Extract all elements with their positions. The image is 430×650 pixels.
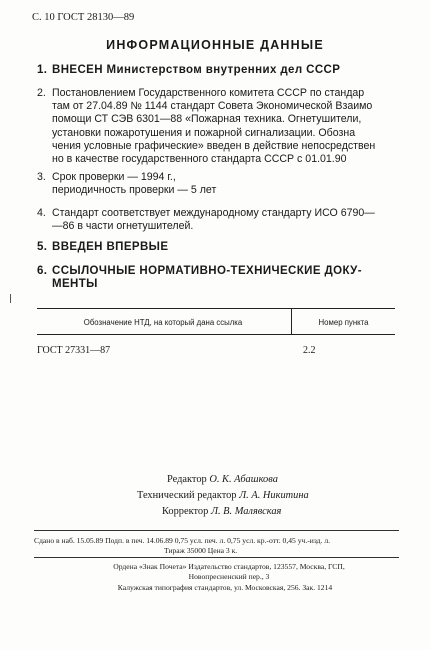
imprint-bottom-rule [34,557,399,558]
item-heading-word: ДОКУ- [324,265,362,277]
item-number: 4. [37,207,46,219]
info-item-1 [37,64,387,77]
credit-editor [167,474,278,485]
table-top-rule [37,308,395,309]
credit-name: Л. А. Никитина [239,490,309,501]
document-title: ИНФОРМАЦИОННЫЕ ДАННЫЕ [106,38,324,52]
credit-role: Редактор [167,474,207,485]
item-text-line: периодичность проверки — 5 лет [52,184,217,197]
item-number: 5. [37,241,48,253]
item-number: 1. [37,64,48,76]
publisher-address: Новопресненский пер., 3 [188,572,270,581]
publisher-line: Ордена «Знак Почета» Издательство стандартов, 123557, Москва, ГСП, [113,562,345,571]
table-header-ntd: Обозначение НТД, на который дана ссылка [83,318,243,327]
printing-house-line: Калужская типография стандартов, ул. Московская, 256. Зак. 1214 [117,583,333,592]
item-heading-word: НОРМАТИВНО-ТЕХНИЧЕСКИЕ [139,265,321,277]
item-text-line: Стандарт соответствует международному стандарту ИСО 6790— [52,207,375,219]
info-item-4 [37,207,387,233]
info-item-5 [37,241,387,254]
table-cell-ntd: ГОСТ 27331—87 [37,345,111,356]
margin-mark [10,294,11,303]
item-text-line: —86 в части огнетушителей. [52,220,194,233]
table-header-rule [37,334,395,335]
credit-name: Л. В. Малявская [210,506,282,517]
item-text-line: но в качестве государственного стандарта СССР с 01.01.90 [52,153,347,166]
credit-tech-editor [137,490,309,501]
credit-proofreader [162,506,281,517]
page-header: С. 10 ГОСТ 28130—89 [32,12,135,23]
info-item-3 [37,171,387,197]
table-header-clause: Номер пункта [318,318,369,327]
item-text-line: помощи СТ СЭВ 6301—88 «Пожарная техника. Огнетушители, [52,113,362,126]
item-text-line: чения условные графические» введен в действие непосредствен [52,139,376,152]
table-cell-clause: 2.2 [303,345,316,356]
credit-role: Технический редактор [137,490,237,501]
item-text-line: ВНЕСЕН Министерством внутренних дел СССР [52,64,341,76]
item-heading-line [52,265,385,278]
item-number: 6. [37,265,48,277]
item-text-line: там от 27.04.89 № 1144 стандарт Совета Экономической Взаимо [52,100,373,113]
item-heading-word: ССЫЛОЧНЫЕ [52,265,136,277]
item-text-line: Постановлением Государственного комитета СССР по стандар [52,87,365,99]
credit-role: Корректор [162,506,209,517]
item-number: 3. [37,171,46,183]
item-text-line: установки пожаротушения и пожарной сигнализации. Обозна [52,126,356,139]
imprint-circulation: Тираж 35000 Цена 3 к. [164,546,238,555]
info-item-2 [37,87,387,166]
imprint-top-rule [34,530,399,531]
item-text-line: Срок проверки — 1994 г., [52,171,176,183]
info-item-6 [37,265,387,291]
item-number: 2. [37,87,46,99]
imprint-line: Сдано в наб. 15.05.89 Подп. в печ. 14.06.89 0,75 усл. печ. л. 0,75 усл. кр.-отт. 0,45 уч.-изд. л. [34,536,331,545]
item-text-line: МЕНТЫ [52,278,98,291]
item-text-line: ВВЕДЕН ВПЕРВЫЕ [52,241,169,253]
credit-name: О. К. Абашкова [209,474,278,485]
